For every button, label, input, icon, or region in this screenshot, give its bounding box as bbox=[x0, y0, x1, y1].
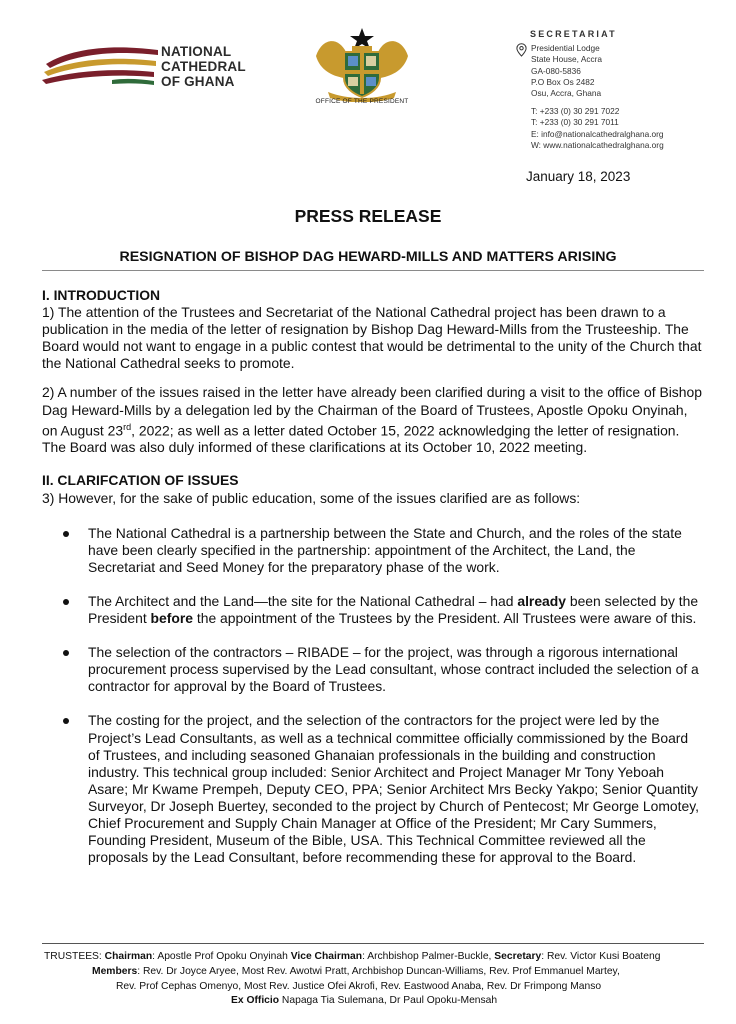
phone-line: T: +233 (0) 30 291 7022 bbox=[531, 106, 620, 116]
address-line: GA-080-5836 bbox=[531, 65, 581, 76]
list-item bbox=[42, 644, 702, 695]
emphasis-before: before bbox=[150, 610, 193, 627]
members-list-2: Rev. Prof Cephas Omenyo, Most Rev. Justice Ofei Akrofi, Rev. Eastwood Anaba, Rev. Dr Frimpong Manso bbox=[116, 981, 602, 992]
coat-of-arms-emblem bbox=[308, 26, 416, 102]
list-item-text: been selected by the President bbox=[88, 592, 699, 627]
list-item-text: the appointment of the Trustees by the President. All Trustees were aware of this. bbox=[193, 610, 697, 627]
footer-row-members-2 bbox=[116, 980, 601, 995]
list-item bbox=[42, 712, 702, 866]
address-line: P.O Box Os 2482 bbox=[531, 76, 595, 87]
emphasis-already: already bbox=[517, 592, 566, 609]
email-line[interactable]: E: info@nationalcathedralghana.org bbox=[531, 128, 664, 139]
crest-caption: OFFICE OF THE PRESIDENT bbox=[315, 98, 409, 105]
secretary-value: : Rev. Victor Kusi Boateng bbox=[541, 951, 661, 962]
chairman-value: : Apostle Prof Opoku Onyinah bbox=[152, 951, 288, 962]
map-pin-icon bbox=[516, 43, 527, 57]
website-line[interactable]: W: www.nationalcathedralghana.org bbox=[531, 140, 664, 151]
bullet-icon bbox=[63, 718, 69, 724]
document-subtitle: RESIGNATION OF BISHOP DAG HEWARD-MILLS AND MATTERS ARISING bbox=[119, 249, 617, 265]
list-item bbox=[42, 593, 702, 627]
trustees-label: TRUSTEES: bbox=[44, 951, 102, 962]
members-label: Members bbox=[92, 966, 138, 977]
release-date: January 18, 2023 bbox=[526, 169, 631, 184]
clarification-list bbox=[42, 525, 702, 867]
secretary-label: Secretary bbox=[494, 951, 542, 962]
national-cathedral-logo bbox=[42, 42, 162, 90]
vice-chairman-label: Vice Chairman bbox=[290, 951, 363, 962]
list-item-text: The costing for the project, and the selection of the contractors for the project were led by the Project’s Lead Consultants, as well as a technical committee officially commissioned by the Board of Trustees, and including seasoned Ghanaian professionals in the building and construction industry. This technical group included: Senior Architect and Project Manager Mr Tony Yeboah Asare; Mr Kwame Prempeh, Deputy CEO, PPA; Senior Architect Mrs Becky Yakpo; Senior Quantity Surveyor, Dr Joseph Buertey, seconded to the project by Church of Pentecost; Mr George Lomotey, Chief Procurement and Supply Chain Manager at Office of the President; Mr Cary Summers, Founding President, Museum of the Bible, USA. This Technical Committee reviewed all the proposals by the Lead Consultant, before recommending these for approval to the Board. bbox=[88, 712, 699, 866]
secretariat-title: SECRETARIAT bbox=[530, 29, 617, 39]
paragraph-2 bbox=[42, 384, 702, 456]
paragraph-3: 3) However, for the sake of public education, some of the issues clarified are as follows: bbox=[42, 489, 581, 506]
release-body bbox=[42, 287, 702, 866]
address-line: Osu, Accra, Ghana bbox=[531, 88, 602, 99]
list-item-text: The selection of the contractors – RIBADE – for the project, was through a rigorous international procurement process supervised by the Lead consultant, whose contract included the selection of a contractor for approval by the Board of Trustees. bbox=[88, 644, 699, 695]
address-line: Presidential Lodge bbox=[531, 43, 600, 53]
ex-officio-value: Napaga Tia Sulemana, Dr Paul Opoku-Mensah bbox=[279, 995, 498, 1006]
ex-officio-label: Ex Officio bbox=[231, 995, 280, 1006]
secretariat-address bbox=[531, 43, 602, 99]
paragraph-2-text: 2) A number of the issues raised in the letter have already been clarified during a visit to the office of Bishop Dag Heward-Mills by a delegation led by the Chairman of the Board of Trustees, Apostle Opoku Onyinah, on August 23 bbox=[42, 384, 702, 439]
members-list-1: : Rev. Dr Joyce Aryee, Most Rev. Awotwi Pratt, Archbishop Duncan-Williams, Rev. Prof Emmanuel Martey, bbox=[137, 966, 620, 977]
list-item-text: The National Cathedral is a partnership between the State and Church, and the roles of the state have been clearly specified in the partnership: appointment of the Architect, the Land, the Secretariat and Seed Money for the preparatory phase of the work. bbox=[88, 524, 682, 575]
bullet-icon bbox=[63, 599, 69, 605]
org-name-line: OF GHANA bbox=[161, 74, 235, 89]
address-line: State House, Accra bbox=[531, 54, 603, 65]
section-heading-introduction: I. INTRODUCTION bbox=[42, 287, 161, 303]
vice-chairman-value: : Archbishop Palmer-Buckle, bbox=[362, 951, 492, 962]
document-title: PRESS RELEASE bbox=[294, 206, 442, 226]
list-item bbox=[42, 525, 702, 576]
bullet-icon bbox=[63, 531, 69, 537]
section-heading-clarification: II. CLARIFCATION OF ISSUES bbox=[42, 472, 239, 489]
organization-name bbox=[161, 44, 246, 89]
footer-row-officers bbox=[44, 950, 660, 965]
phone-line: T: +233 (0) 30 291 7011 bbox=[531, 117, 619, 128]
paragraph-1: 1) The attention of the Trustees and Secretariat of the National Cathedral project has been drawn to a publication in the media of the letter of resignation by Bishop Dag Heward-Mills from the Trusteeship. The Board would not want to engage in a public contest that would be detrimental to the unity of the Church that the National Cathedral seeks to promote. bbox=[42, 304, 702, 372]
footer-row-ex-officio bbox=[231, 994, 497, 1009]
subtitle-divider bbox=[42, 270, 704, 271]
bullet-icon bbox=[63, 650, 69, 656]
paragraph-2-text-cont: , 2022; as well as a letter dated October 15, 2022 acknowledging the letter of resignation. The Board was also duly informed of these clarifications at its October 10, 2022 meeting. bbox=[42, 422, 680, 456]
chairman-label: Chairman bbox=[104, 951, 153, 962]
org-name-line: NATIONAL bbox=[161, 44, 232, 59]
ordinal-suffix: rd bbox=[123, 421, 132, 432]
footer-divider bbox=[42, 943, 704, 944]
list-item-text: The Architect and the Land—the site for the National Cathedral – had bbox=[88, 592, 518, 609]
secretariat-contacts bbox=[531, 106, 664, 152]
org-name-line: CATHEDRAL bbox=[161, 59, 246, 74]
footer-row-members-1 bbox=[92, 965, 620, 980]
